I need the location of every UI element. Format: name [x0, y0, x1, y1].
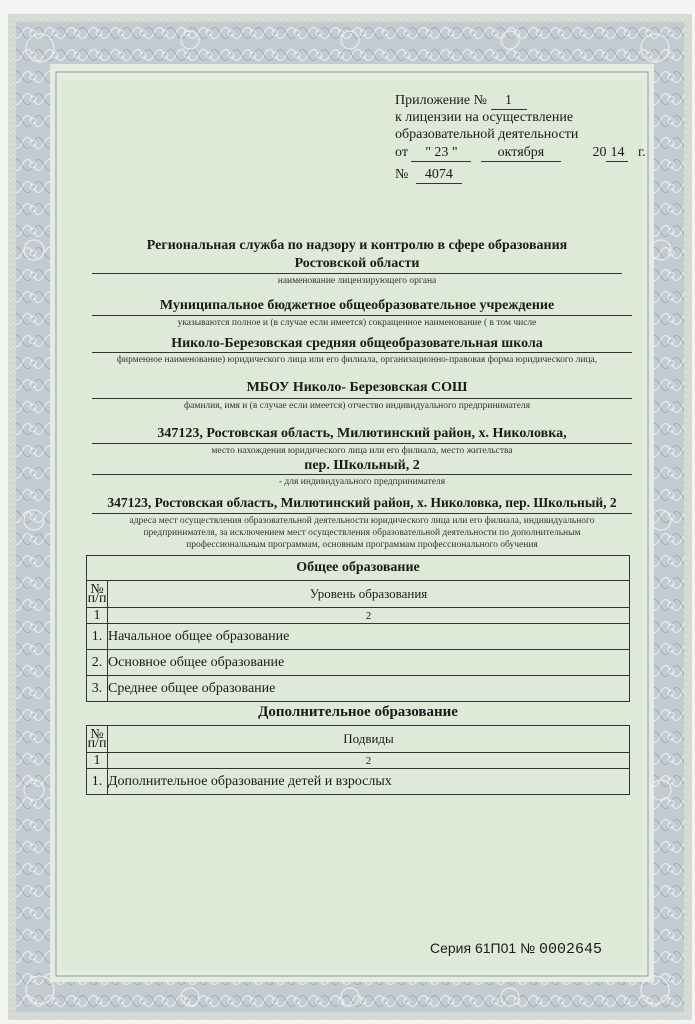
index-num: 1 [87, 753, 108, 769]
col-num-header: № п/п [87, 582, 107, 606]
row-num: 3. [87, 676, 108, 702]
authority-caption: наименование лицензирующего органа [277, 276, 437, 286]
date-day: " 23 " [411, 144, 471, 162]
row-text: Среднее общее образование [108, 676, 630, 702]
series-number [430, 940, 602, 958]
location-caption-2: - для индивидуального предпринимателя [278, 477, 446, 487]
activity-caption-2: предпринимателя, за исключением мест осуществления образовательной деятельности по дополнительным [143, 528, 581, 538]
row-text: Основное общее образование [108, 650, 630, 676]
license-number: 4074 [416, 166, 462, 184]
authority-line-2: Ростовской области [294, 256, 420, 271]
activity-caption-3: профессиональным программам, основным программам профессионального обучения [186, 540, 538, 550]
annex-line-3: образовательной деятельности [395, 127, 579, 142]
annex-date-line [395, 144, 646, 162]
general-education-title: Общее образование [87, 556, 630, 581]
location-line-1: 347123, Ростовская область, Милютинский район, х. Николовка, [157, 426, 567, 441]
date-year-suffix: 14 [606, 144, 628, 162]
row-num: 1. [87, 624, 108, 650]
date-year-unit: г. [637, 145, 646, 160]
row-num: 1. [87, 769, 108, 795]
table-row [87, 624, 630, 650]
row-text: Начальное общее образование [108, 624, 630, 650]
location-caption-1: место нахождения юридического лица или его филиала, место жительства [211, 446, 513, 456]
license-label: № [395, 167, 409, 182]
col-num-header: № п/п [87, 727, 107, 751]
organization-caption-1: указываются полное и (в случае если имеется) сокращенное наименование ( в том числе [177, 318, 537, 328]
date-year-prefix: 20 [592, 145, 607, 160]
annex-label: Приложение № [395, 93, 487, 108]
organization-caption-3: фамилия, имя и (в случае если имеется) отчество индивидуального предпринимателя [183, 401, 531, 411]
annex-number: 1 [491, 92, 527, 110]
col-subtype-header: Подвиды [108, 726, 630, 753]
index-subtype: 2 [108, 753, 630, 769]
table-row [87, 769, 630, 795]
general-education-table [86, 555, 630, 702]
series-label: Серия 61П01 № [430, 940, 536, 956]
authority-line-1: Региональная служба по надзору и контролю в сфере образования [146, 238, 568, 253]
license-number-line [395, 166, 462, 184]
date-month: октября [481, 144, 561, 162]
location-line-2: пер. Школьный, 2 [304, 458, 420, 473]
activity-address: 347123, Ростовская область, Милютинский район, х. Николовка, пер. Школьный, 2 [107, 495, 617, 510]
additional-education-title: Дополнительное образование [258, 704, 458, 720]
organization-line-2: Николо-Березовская средняя общеобразовательная школа [171, 336, 543, 351]
additional-education-table [86, 725, 630, 795]
table-row [87, 676, 630, 702]
index-num: 1 [87, 608, 108, 624]
row-num: 2. [87, 650, 108, 676]
organization-short-name: МБОУ Николо- Березовская СОШ [246, 380, 468, 395]
annex-line-2: к лицензии на осуществление [395, 110, 574, 125]
series-value: 0002645 [538, 941, 602, 958]
organization-line-1: Муниципальное бюджетное общеобразовательное учреждение [159, 298, 555, 313]
index-level: 2 [108, 608, 630, 624]
annex-line-1 [395, 92, 527, 110]
table-row [87, 650, 630, 676]
activity-caption-1: адреса мест осуществления образовательной деятельности юридического лица или его филиала, индивидуального [129, 516, 595, 526]
col-level-header: Уровень образования [108, 581, 630, 608]
date-prefix: от [395, 145, 408, 160]
organization-caption-2: фирменное наименование) юридического лица или его филиала, организационно-правовая форма юридического лица, [116, 355, 598, 365]
row-text: Дополнительное образование детей и взрослых [108, 769, 630, 795]
